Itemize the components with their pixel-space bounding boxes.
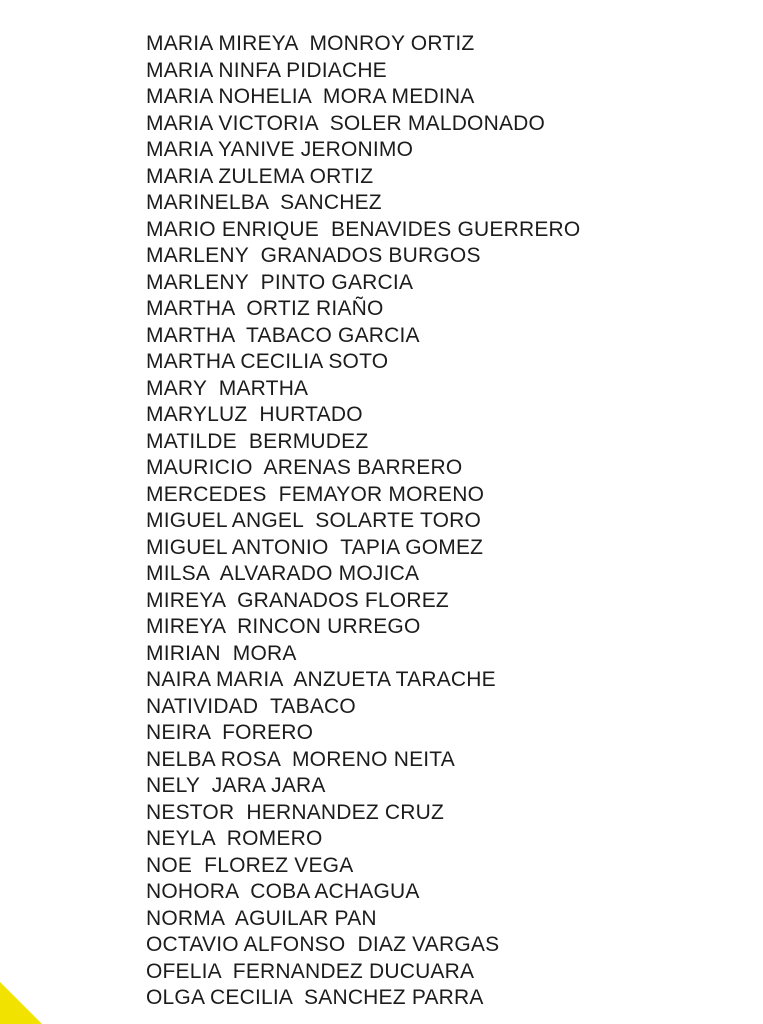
list-item: MARIA YANIVE JERONIMO	[146, 138, 414, 161]
list-item: MIGUEL ANTONIO TAPIA GOMEZ	[146, 535, 484, 559]
list-item: MIREYA GRANADOS FLOREZ	[146, 588, 449, 612]
list-item: OLGA CECILIA SANCHEZ PARRA	[146, 986, 484, 1009]
list-item: MILSA ALVARADO MOJICA	[146, 562, 420, 585]
list-item: MARINELBA SANCHEZ	[146, 191, 382, 214]
list-item: NESTOR HERNANDEZ CRUZ	[146, 800, 445, 824]
list-item: MARTHA CECILIA SOTO	[146, 350, 389, 373]
list-item: MARTHA ORTIZ RIAÑO	[146, 297, 384, 320]
list-item: NEYLA ROMERO	[146, 827, 323, 850]
corner-accent	[0, 982, 42, 1024]
list-item: OFELIA FERNANDEZ DUCUARA	[146, 959, 475, 983]
list-item: MARLENY PINTO GARCIA	[146, 270, 414, 294]
list-item: MIGUEL ANGEL SOLARTE TORO	[146, 509, 482, 532]
list-item: NELY JARA JARA	[146, 774, 326, 797]
list-item: MIREYA RINCON URREGO	[146, 615, 421, 638]
list-item: MERCEDES FEMAYOR MORENO	[146, 482, 485, 506]
list-item: NOE FLOREZ VEGA	[146, 853, 354, 877]
list-item: MIRIAN MORA	[146, 641, 297, 665]
list-item: MARIA VICTORIA SOLER MALDONADO	[146, 111, 546, 135]
list-item: NATIVIDAD TABACO	[146, 694, 356, 718]
list-item: MARLENY GRANADOS BURGOS	[146, 244, 481, 267]
list-item: NOHORA COBA ACHAGUA	[146, 880, 420, 903]
list-item: MARIA MIREYA MONROY ORTIZ	[146, 32, 475, 55]
list-item: NORMA AGUILAR PAN	[146, 906, 377, 930]
list-item: MATILDE BERMUDEZ	[146, 429, 369, 453]
list-item: NEIRA FORERO	[146, 721, 314, 744]
list-item: NAIRA MARIA ANZUETA TARACHE	[146, 668, 496, 691]
list-item: OCTAVIO ALFONSO DIAZ VARGAS	[146, 933, 500, 956]
list-item: MARIA NINFA PIDIACHE	[146, 58, 387, 82]
list-item: MARIO ENRIQUE BENAVIDES GUERRERO	[146, 217, 581, 241]
list-item: NELBA ROSA MORENO NEITA	[146, 747, 455, 771]
list-item: MAURICIO ARENAS BARRERO	[146, 456, 463, 479]
list-item: MARIA ZULEMA ORTIZ	[146, 164, 374, 188]
list-item: MARY MARTHA	[146, 376, 309, 400]
list-item: MARYLUZ HURTADO	[146, 403, 363, 426]
list-item: MARIA NOHELIA MORA MEDINA	[146, 85, 475, 108]
list-item: MARTHA TABACO GARCIA	[146, 323, 420, 347]
name-list	[146, 31, 580, 1012]
